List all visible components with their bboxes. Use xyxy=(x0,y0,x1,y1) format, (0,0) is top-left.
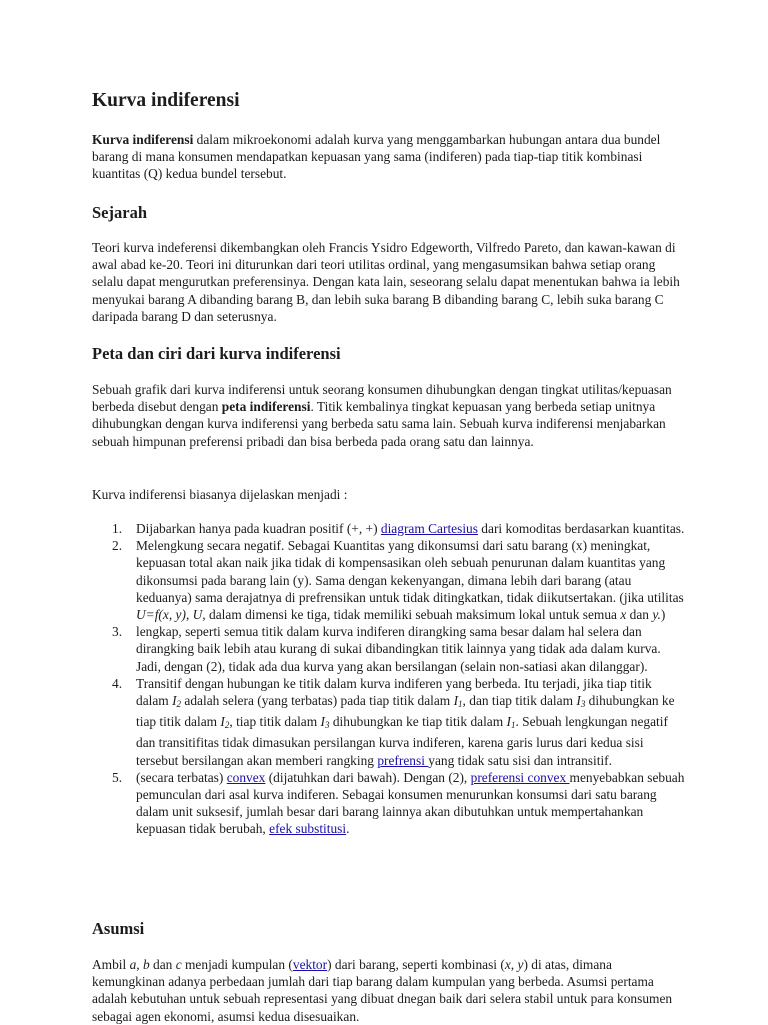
asumsi-text: ) dari barang, seperti kombinasi ( xyxy=(327,957,505,972)
link-diagram-cartesius[interactable]: diagram Cartesius xyxy=(380,521,478,536)
page-title: Kurva indiferensi xyxy=(92,90,240,111)
peta-paragraph-1 xyxy=(92,381,682,450)
list-item xyxy=(92,623,687,675)
list-number: 4. xyxy=(112,675,123,691)
var-subscript: 3 xyxy=(324,720,330,731)
var-b: b xyxy=(142,957,150,972)
sejarah-paragraph: Teori kurva indeferensi dikembangkan oleh Francis Ysidro Edgeworth, Vilfredo Pareto, dan kawan-kawan di awal abad ke-20. Teori ini diturunkan dari teori utilitas ordinal, yang mengasumsikan bahwa setiap orang selalu dapat mengurutkan preferensinya. Dengan kata lain, seseorang selalu dapat menentukan bahwa ia lebih menyukai barang A dibanding barang B, dan lebih suka barang B dibanding barang C, lebih suka barang C daripada barang D dan seterusnya. xyxy=(92,240,680,324)
var-y: y. xyxy=(652,607,661,623)
var-i3 xyxy=(576,693,585,708)
list-item xyxy=(92,675,687,769)
var-x: x xyxy=(620,607,627,623)
peta-term: peta indiferensi xyxy=(221,399,311,415)
list-text: dalam dimensi ke tiga, tidak memiliki sebuah maksimum lokal untuk semua xyxy=(205,607,621,623)
list-text: (dijatuhkan dari bawah). Dengan (2), xyxy=(265,769,471,785)
list-text: dan xyxy=(626,607,653,623)
var-letter: I xyxy=(453,693,459,709)
list-number: 2. xyxy=(112,538,123,554)
list-text: Melengkung secara negatif. Sebagai Kuantitas yang dikonsumsi dari satu barang (x) meningkat, kepuasan total akan naik jika tidak di kompensasikan oleh sebuah penurunan dalam kuantitas yang dikonsumsi pada barang lain (y). Sama dengan kekenyangan, dimana lebih dari barang (atau keduanya) sama derajatnya di prefrensikan untuk tidak ditingkatkan, tidak diikutsertakan. (jika utilitas xyxy=(136,538,684,605)
var-i1 xyxy=(454,693,463,708)
var-subscript: 2 xyxy=(176,699,182,710)
link-convex[interactable]: convex xyxy=(226,769,266,785)
formula-utility: U=f(x, y) xyxy=(136,607,186,623)
list-item xyxy=(92,769,687,838)
var-subscript: 1 xyxy=(510,720,516,731)
list-text: . xyxy=(346,821,350,837)
var-letter: I xyxy=(506,714,511,730)
list-text: dihubungkan ke tiap titik dalam xyxy=(136,693,675,730)
asumsi-text: ) di atas, dimana kemungkinan adanya perbedaan jumlah dari tiap barang dalam kumpulan yang berbeda. Asumsi pertama adalah kebutuhan untuk sebuah representasi yang dibuat dnegan baik dari selera stabil untuk para konsumen sebagai agen ekonomi, asumsi kedua disesuaikan. xyxy=(92,957,673,1024)
list-text: (secara terbatas) xyxy=(136,769,227,785)
heading-sejarah: Sejarah xyxy=(92,203,147,222)
peta-text-b: . Titik kembalinya tingkat kepuasan yang berbeda setiap unitnya dihubungkan dengan kurva indiferensi yang berbeda satu sama lain. Sebuah kurva indiferensi menjabarkan sebuah himpunan preferensi pribadi dan bisa berbeda pada orang satu dan lainnya. xyxy=(92,399,666,449)
list-text: Dijabarkan hanya pada kuadran positif (+, +) xyxy=(136,521,381,536)
list-text: menyebabkan sebuah pemunculan dari asal kurva indiferen. Sebagai konsumen menurunkan konsumsi dari satu barang dalam unit suksesif, jumlah besar dari barang lainnya akan dibutuhkan untuk mempertahankan kepuasan tidak berubah, xyxy=(136,769,685,837)
list-text: dihubungkan ke tiap titik dalam xyxy=(329,714,507,730)
list-text: yang tidak satu sisi dan intransitif. xyxy=(428,752,612,768)
list-item xyxy=(92,520,687,537)
var-letter: I xyxy=(320,714,325,730)
link-prefrensi[interactable]: prefrensi xyxy=(377,752,429,768)
list-text: dari komoditas berdasarkan kuantitas. xyxy=(477,521,685,536)
intro-text: dalam mikroekonomi adalah kurva yang menggambarkan hubungan antara dua bundel barang di mana konsumen mendapatkan kepuasan yang sama (indiferen) pada tiap-tiap titik kombinasi kuantitas (Q) kedua bundel tersebut. xyxy=(92,132,661,182)
list-text: . Sebuah lengkungan negatif dan transitifitas tidak dimasukan persilangan kurva indiferen, karena garis lurus dari kedua sisi tersebut bersilangan akan memberi rangking xyxy=(136,714,668,768)
list-text: lengkap, seperti semua titik dalam kurva indiferen dirangking sama besar dalam hal selera dan dirangking baik lebih atau kurang di sukai dibandingkan titik lainnya yang tidak ada dalam kurva. Jadi, dengan (2), tidak ada dua kurva yang akan bersilangan (selain non-satiasi akan dilanggar). xyxy=(136,624,661,674)
intro-paragraph xyxy=(92,131,682,183)
list-text: adalah selera (yang terbatas) pada tiap titik dalam xyxy=(181,693,454,709)
var-subscript: 2 xyxy=(224,720,230,731)
asumsi-paragraph xyxy=(92,956,682,1025)
var-letter: I xyxy=(172,693,177,709)
var-letter: I xyxy=(220,714,225,730)
var-a: a xyxy=(129,957,137,972)
formula-u: U, xyxy=(192,607,206,623)
var-letter: I xyxy=(576,693,581,709)
var-subscript: 3 xyxy=(580,699,586,710)
list-item xyxy=(92,537,687,623)
link-efek-substitusi[interactable]: efek substitusi xyxy=(269,821,347,837)
asumsi-text: , xyxy=(136,957,143,972)
intro-term: Kurva indiferensi xyxy=(92,132,194,147)
list-number: 1. xyxy=(112,521,123,536)
heading-asumsi: Asumsi xyxy=(92,919,145,938)
list-text: , dan tiap titik dalam xyxy=(462,693,577,709)
peta-text-a: Sebuah grafik dari kurva indiferensi untuk seorang konsumen dihubungkan dengan tingkat utilitas/kepuasan berbeda disebut dengan xyxy=(92,382,672,415)
asumsi-text: dan xyxy=(149,957,176,972)
list-number: 3. xyxy=(112,624,123,640)
list-text: ) xyxy=(660,607,666,623)
heading-peta: Peta dan ciri dari kurva indiferensi xyxy=(92,344,341,363)
link-preferensi-convex[interactable]: preferensi convex xyxy=(470,769,570,785)
var-i2 xyxy=(172,693,181,708)
list-text: , tiap titik dalam xyxy=(229,714,321,730)
asumsi-text: Ambil xyxy=(92,957,130,972)
ciri-list xyxy=(92,520,687,838)
list-number: 5. xyxy=(112,769,123,785)
asumsi-text: menjadi kumpulan ( xyxy=(181,957,293,972)
peta-paragraph-2: Kurva indiferensi biasanya dijelaskan menjadi : xyxy=(92,487,348,502)
var-subscript: 1 xyxy=(458,699,463,710)
var-xy: x, y xyxy=(504,957,524,972)
var-c: c xyxy=(175,957,182,972)
list-text: , xyxy=(185,607,193,623)
link-vektor[interactable]: vektor xyxy=(292,957,328,972)
list-text: Transitif dengan hubungan ke titik dalam kurva indiferen yang berbeda. Itu terjadi, jika tiap titik dalam xyxy=(136,675,652,709)
